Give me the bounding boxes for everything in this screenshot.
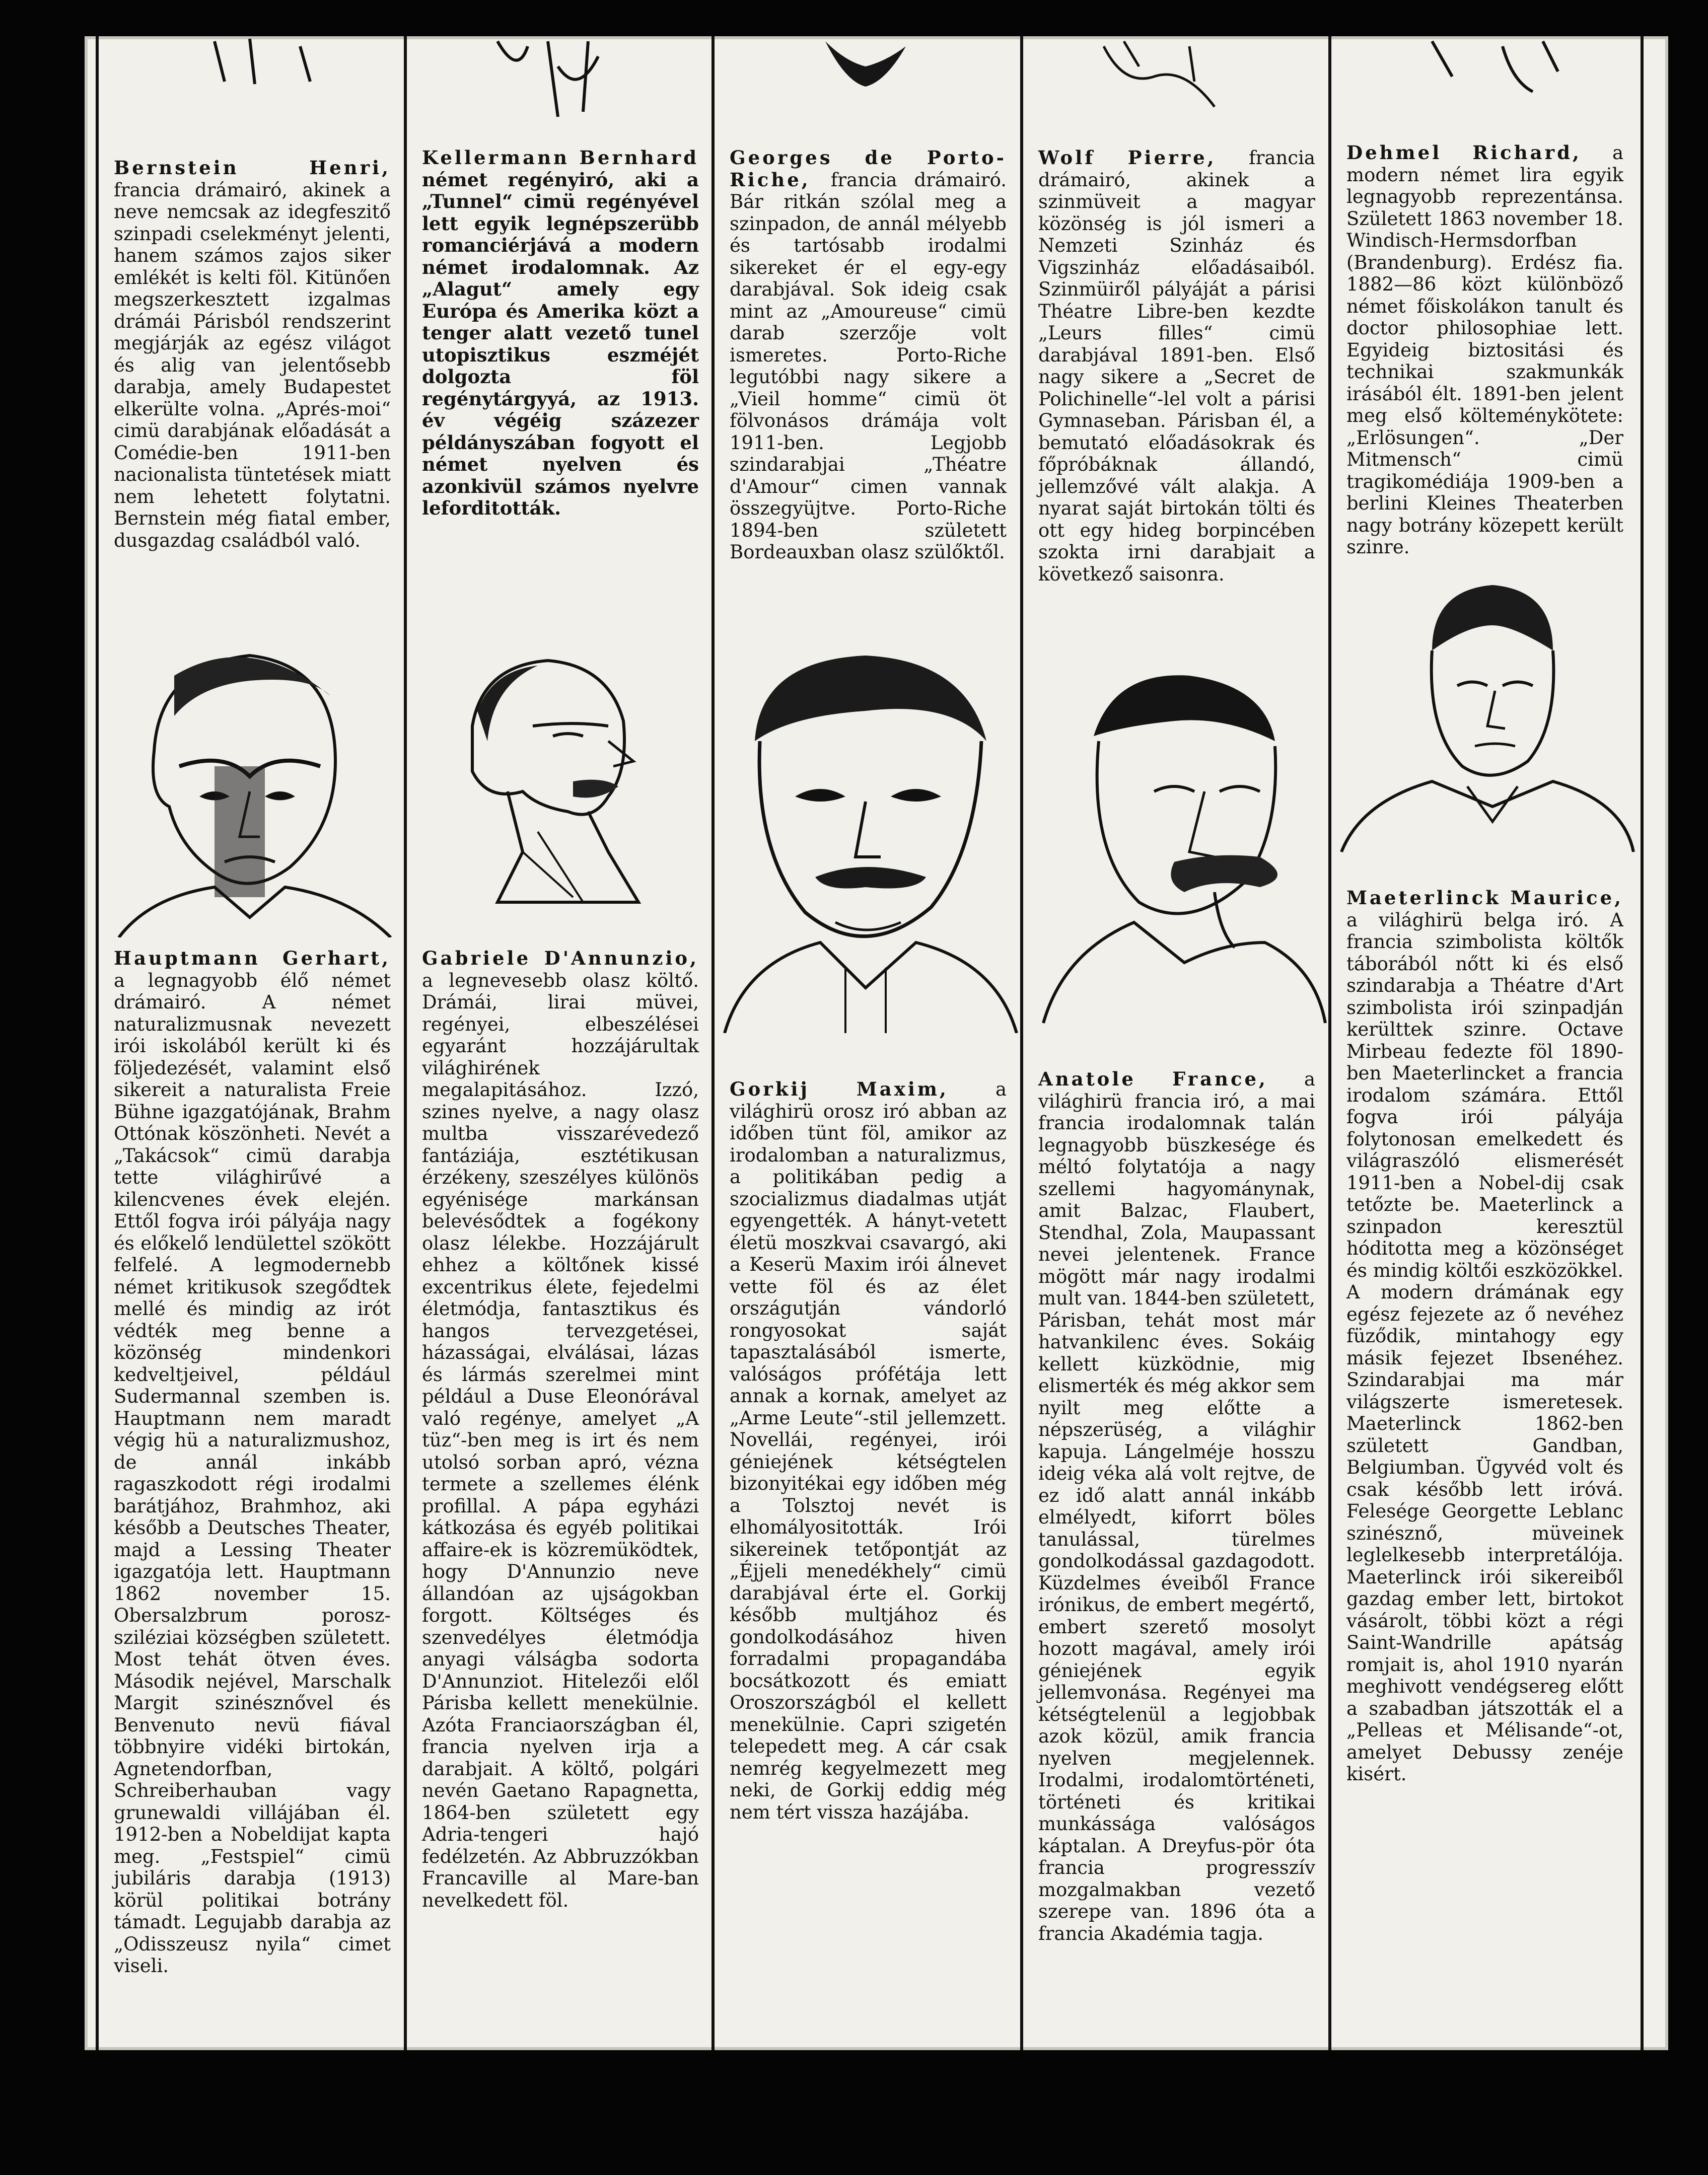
partial-sketch-top <box>407 36 714 147</box>
portrait-maeterlinck <box>1331 570 1639 862</box>
bio-gorkij <box>730 1078 1007 1823</box>
bio-text: francia drámairó, akinek a szinmüveit a magyar közönség is jól ismeri a Nemzeti Szinház és Vigszinház előadásaiból. Szinmüiről pályáját a párisi Théatre Libre-ben kezdte „Leurs filles“ cimü darabjával 1891-ben. Első nagy sikere a „Secret de Polichinelle“-lel volt a párisi Gymnaseban. Párisban él, a bemutató előadásokrak és főpróbáknak állandó, jellemzővé vált alakja. A nyarat saját birtokán tölti és ott egy hideg borpincében szokta irni darabjait a következő saisonra. <box>1038 147 1315 585</box>
portrait-anatole-france <box>1023 640 1330 1033</box>
bio-name: Georges de Porto-Riche, <box>730 147 1007 191</box>
bio-kellermann <box>422 147 699 520</box>
bio-name: Gorkij Maxim, <box>730 1078 995 1100</box>
bio-text: a modern német lira egyik legnagyobb reprezentánsa. Született 1863 november 18. Windisch-Hermsdorfban (Brandenburg). Erdész fia. 1882—86 közt különböző német főiskolákon tanult és doctor philosophiae lett. Egyideig biztositási és technikai szakmunkák irásából élt. 1891-ben jelent meg első költeménykötete: „Erlösungen“. „Der Mitmensch“ cimü tragikomédiája 1909-ben a berlini Kleines Theaterben nagy botrány közepett került szinre. <box>1346 142 1623 558</box>
bio-text: francia drámairó. Bár ritkán szólal meg a szinpadon, de annál mélyebb és tartósabb irodalmi sikereket ér el egy-egy darabjával. Sok ideig csak mint az „Amoureuse“ cimü darab szerzője volt ismeretes. Porto-Riche legutóbbi nagy sikere a „Vieil homme“ cimü öt fölvonásos drámája volt 1911-ben. Legjobb szindarabjai „Théatre d'Amour“ cimen vannak összegyüjtve. Porto-Riche 1894-ben született Bordeauxban olasz szülőktől. <box>730 169 1007 563</box>
bio-text: a világhirü orosz iró abban az időben tünt föl, amikor az irodalomban a naturalizmus, a politikában pedig a szocializmus diadalmas utját egyengették. A hányt-vetett életü moszkvai csavargó, aki a Keserü Maxim irói álnevet vette föl és az élet országutján vándorló rongyosokat saját tapasztalásából ismerte, valóságos prófétája lett annak a kornak, amelyet az „Arme Leute“-stil jellemzett. Novellái, regényei, irói géniejének kétségtelen bizonyitékai egy időben még a Tolsztoj nevét is elhomályositották. Irói sikereinek tetőpontját az „Éjjeli menedékhely“ cimü darabjával érte el. Gorkij később multjához és gondolkodásához hiven forradalmi propagandába bocsátkozott és emiatt Oroszországból el kellett menekülnie. Capri szigetén telepedett meg. A cár csak nemrég kegyelmezett meg neki, de Gorkij eddig még nem tért vissza hazájába. <box>730 1078 1007 1823</box>
bio-text: a legnevesebb olasz költő. Drámái, lirai müvei, regényei, elbeszélései egyaránt hozzájárultak világhirének megalapitásához. Izzó, szines nyelve, a nagy olasz multba visszarévedező fantáziája, esztétikusan érzékeny, szeszélyes különös egyénisége markánsan belevésődtek a fogékony olasz lélekbe. Hozzájárult ehhez a költőnek kissé excentrikus élete, fejedelmi életmódja, fantasztikus és hangos tervezgetései, házasságai, elválásai, lázas és lármás szerelmei mint például a Duse Eleonórával való regénye, amelyet „A tüz“-ben meg is irt és nem utolsó sorban apró, vézna termete a szellemes élénk profillal. A pápa egyházi kátkozása és egyéb politikai affaire-ek is közremüködtek, hogy D'Annunzio neve állandóan az ujságokban forgott. Költséges és szenvedélyes életmódja anyagi válságba sodorta D'Annunziot. Hitelezői elől Párisba kellett menekülnie. Azóta Franciaországban él, francia nyelven irja a darabjait. A költő, polgári nevén Gaetano Rapagnetta, 1864-ben született egy Adria-tengeri hajó fedélzetén. Az Abbruzzókban Francaville al Mare-ban nevelkedett föl. <box>422 969 699 1911</box>
bio-name: Maeterlinck Maurice, <box>1346 887 1623 909</box>
bio-wolf <box>1038 147 1315 585</box>
partial-sketch-top <box>1331 36 1639 147</box>
column-portoriche-gorkij <box>715 36 1022 2040</box>
bio-dehmel <box>1346 142 1623 558</box>
bio-maeterlinck <box>1346 887 1623 1785</box>
partial-sketch-top <box>715 36 1022 147</box>
column-bernstein-hauptmann <box>99 36 406 2040</box>
bio-name: Hauptmann Gerhart, <box>114 947 391 969</box>
bio-hauptmann <box>114 948 391 1977</box>
bio-portoriche <box>730 147 1007 563</box>
partial-sketch-top <box>1023 36 1330 147</box>
portrait-gorkij <box>715 640 1022 1033</box>
bio-text: a legnagyobb élő német drámairó. A német naturalizmusnak nevezett irói iskolából került ki és följedezését, valamint első sikereit a naturalista Freie Bühne igazgatójának, Brahm Ottónak köszönheti. Nevét a „Takácsok“ cimü darabja tette világhirűvé a kilencvenes évek elején. Ettől fogva irói pályája nagy és előkelő lendülettel szökött felfelé. A legmodernebb német kritikusok szegődtek mellé és mindig az irót védték meg benne a közönség mindenkori kedveltjeivel, például Sudermannal szemben is. Hauptmann nem maradt végig hü a naturalizmushoz, de annál inkább ragaszkodott régi irodalmi barátjához, Brahmhoz, aki később a Deutsches Theater, majd a Lessing Theater igazgatója lett. Hauptmann 1862 november 15. Obersalzbrum porosz-sziléziai községben született. Most tehát ötven éves. Második nejével, Marschalk Margit szinésznővel és Benvenuto nevü fiával többnyire vidéki birtokán, Agnetendorfban, Schreiberhauban vagy grunewaldi villájában él. 1912-ben a Nobeldijat kapta meg. „Festspiel“ cimü jubiláris darabja (1913) körül politikai botrány támadt. Legujabb darabja az „Odisszeusz nyila“ cimet viseli. <box>114 969 391 1977</box>
bio-bernstein <box>114 157 391 551</box>
column-wolf-france <box>1023 36 1330 2040</box>
bio-text: a világhirü belga iró. A francia szimbolista költők táborából nőtt ki és első szindarabja a Théatre d'Art szimbolista irói szinpadján kerülttek szinre. Octave Mirbeau fedezte föl 1890-ben Maeterlincket a francia irodalom számára. Ettől fogva irói pályája folytonosan emelkedett és világraszóló elismerését 1911-ben a Nobel-dij csak tetőzte be. Maeterlinck a szinpadon keresztül hóditotta meg a közönséget és mindig költői eszközökkel. A modern drámának egy egész fejezete az ő nevéhez füződik, mintahogy egy másik fejezet Ibsenéhez. Szindarabjai ma már világszerte ismeretesek. Maeterlinck 1862-ben született Gandban, Belgiumban. Ügyvéd volt és csak később lett iróvá. Felesége Georgette Leblanc szinésznő, müveinek leglelkesebb interpretálója. Maeterlinck irói sikereiből gazdag ember lett, birtokot vásárolt, többi közt a régi Saint-Wandrille apátság romjait is, ahol 1910 nyarán meghivott vendégsereg előtt a szabadban játszották el a „Pelleas et Mélisande“-ot, amelyet Debussy zenéje kisért. <box>1346 909 1623 1785</box>
column-rule <box>1641 36 1644 2050</box>
bio-name: Kellermann Bernhard <box>422 147 699 169</box>
column-dehmel-maeterlinck <box>1331 36 1639 2040</box>
bio-text: német regényiró, aki a „Tunnel“ cimü regényével lett egyik legnépszerübb romanciérjává a modern német irodalomnak. Az „Alagut“ amely egy Európa és Amerika közt a tenger alatt vezető tunel utopisztikus eszméjét dolgozta föl regénytárgyyá, az 1913. év végéig százezer példányszában fogyott el német nyelven és azonkivül számos nyelvre leforditották. <box>422 168 699 519</box>
newspaper-page <box>85 36 1668 2050</box>
bio-text: francia drámairó, akinek a neve nemcsak az idegfeszitő szinpadi cselekményt jelenti, hanem számos zajos siker emlékét is kelti föl. Kitünően megszerkesztett izgalmas drámái Párisból rendszerint megjárják az egész világot és alig van jelentősebb darabja, amely Budapestet elkerülte volna. „Aprés-moi“ cimü darabjának előadását a Comédie-ben 1911-ben nacionalista tüntetések miatt nem lehetett folytatni. Bernstein még fiatal ember, dusgazdag családból való. <box>114 179 391 551</box>
portrait-dannunzio <box>407 640 714 922</box>
bio-anatole-france <box>1038 1068 1315 1944</box>
partial-sketch-top <box>99 36 406 147</box>
bio-name: Anatole France, <box>1038 1068 1304 1090</box>
column-kellermann-dannunzio <box>407 36 714 2040</box>
bio-name: Bernstein Henri, <box>114 157 391 179</box>
bio-name: Dehmel Richard, <box>1346 141 1612 164</box>
bio-dannunzio <box>422 948 699 1911</box>
bio-name: Wolf Pierre, <box>1038 147 1249 169</box>
portrait-hauptmann <box>99 635 406 937</box>
bio-name: Gabriele D'Annunzio, <box>422 947 699 969</box>
bio-text: a világhirü francia iró, a mai francia irodalomnak talán legnagyobb büszkesége és méltó folytatója a nagy szellemi hagyománynak, amit Balzac, Flaubert, Stendhal, Zola, Maupassant nevei jelentenek. France mögött már nagy irodalmi mult van. 1844-ben született, Párisban, tehát most már hatvankilenc éves. Sokáig kellett küzködnie, mig elismerték és még akkor sem nyilt meg előtte a népszerüség, a világhir kapuja. Lángelméje hosszu ideig véka alá volt rejtve, de ez idő alatt annál inkább elmélyedt, kiforrt böles tanulással, türelmes gondolkodással gazdagodott. Küzdelmes éveiből France irónikus, de embert megértő, embert szerető mosolyt hozott magával, amely irói géniejének egyik jellemvonása. Regényei ma kétségtelenül a legjobbak azok közül, amik francia nyelven megjelennek. Irodalmi, irodalomtörténeti, történeti és kritikai munkássága valóságos káptalan. A Dreyfus-pör óta francia progresszív mozgalmakban vezető szerepe van. 1896 óta a francia Akadémia tagja. <box>1038 1068 1315 1944</box>
